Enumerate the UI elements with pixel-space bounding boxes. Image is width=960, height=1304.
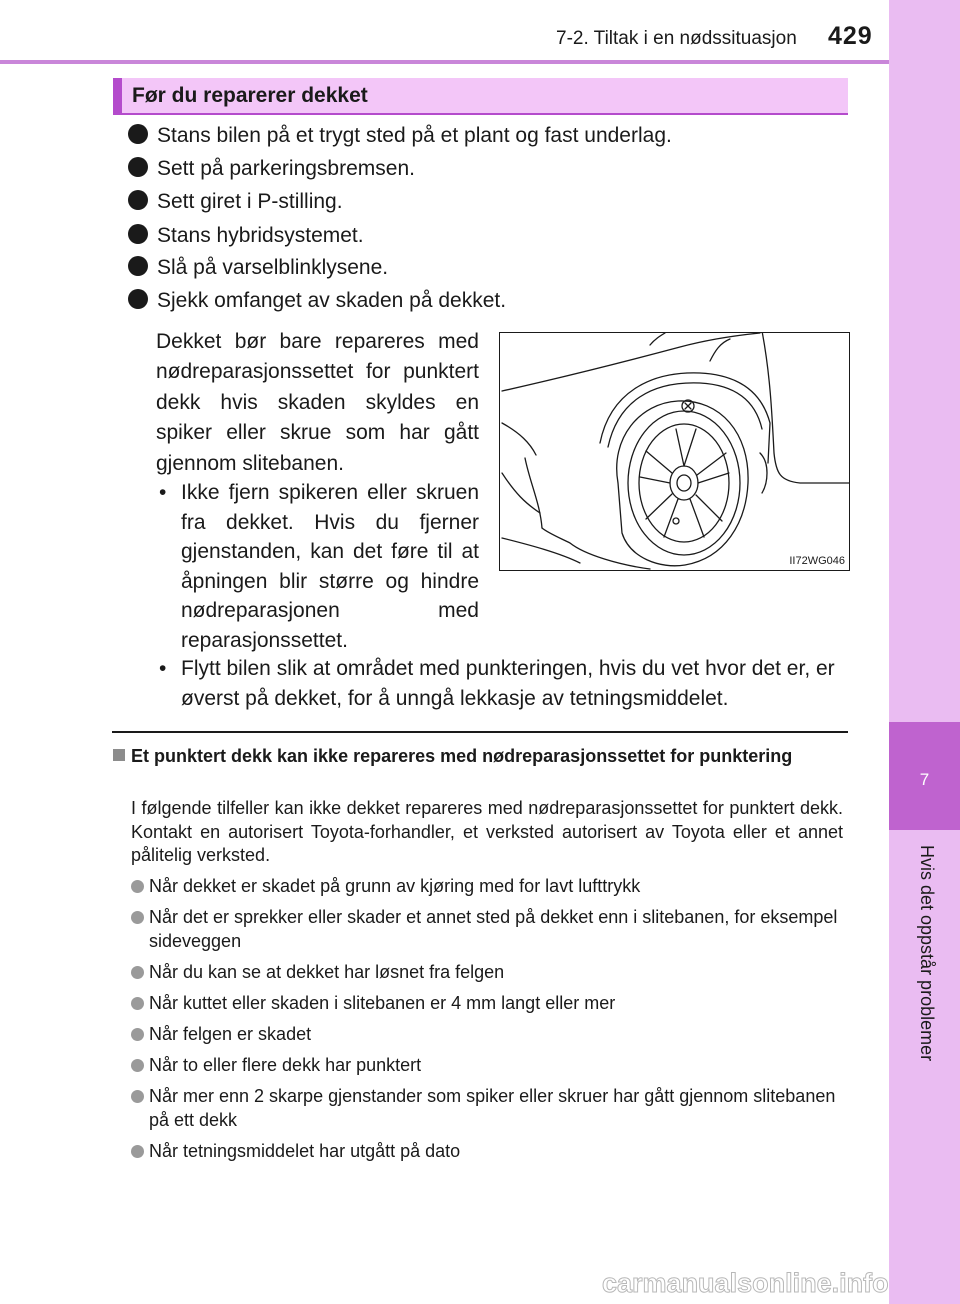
bullet-dot-icon [128, 289, 148, 309]
note-item: Når dekket er skadet på grunn av kjøring med for lavt lufttrykk [131, 875, 851, 899]
note-item: Når kuttet eller skaden i slitebanen er 4 mm langt eller mer [131, 992, 851, 1016]
bullet-dot-icon [128, 124, 148, 144]
gray-bullet-icon [131, 1028, 144, 1041]
gray-bullet-icon [131, 1145, 144, 1158]
gray-bullet-icon [131, 997, 144, 1010]
gray-bullet-icon [131, 1090, 144, 1103]
bullet-item: Sjekk omfanget av skaden på dekket. [128, 289, 506, 313]
bullet-item: Slå på varselblinklysene. [128, 256, 388, 280]
note-title: Et punktert dekk kan ikke repareres med nødreparasjonssettet for punktering [113, 744, 853, 768]
damage-paragraph: Dekket bør bare repareres med nødreparasjonssettet for punktert dekk hvis skaden skyldes en spiker eller skrue som har gått gjennom slitebanen. [156, 330, 479, 475]
bullet-item: Sett på parkeringsbremsen. [128, 157, 415, 181]
watermark [600, 1262, 950, 1302]
banner-underline [113, 113, 848, 115]
gray-bullet-icon [131, 1059, 144, 1072]
gray-bullet-icon [131, 966, 144, 979]
page-number: 429 [828, 22, 873, 50]
section-divider [112, 731, 848, 733]
note-item: Når det er sprekker eller skader et annet sted på dekket enn i slitebanen, for eksempel sideveggen [131, 906, 851, 953]
note-body: I følgende tilfeller kan ikke dekket repareres med nødreparasjonssettet for punktert dekk. Kontakt en autorisert Toyota-forhandler, et verksted autorisert av Toyota eller et annet pålitelig verksted. [131, 798, 843, 866]
square-bullet-icon [113, 749, 125, 761]
bullet-dot-icon [128, 256, 148, 276]
note-item: Når mer enn 2 skarpe gjenstander som spiker eller skruer har gått gjennom slitebanen på ett dekk [131, 1085, 851, 1132]
sub-bullet-item: • Ikke fjern spikeren eller skruen fra dekket. Hvis du fjerner gjenstanden, kan det føre til at åpningen blir større og hindre nødreparasjonen med reparasjonssettet. [156, 478, 479, 655]
bullet-dot-icon [128, 190, 148, 210]
sub-bullet-dot-icon: • [159, 657, 167, 680]
bullet-item: Stans bilen på et trygt sted på et plant og fast underlag. [128, 124, 672, 148]
note-item: Når to eller flere dekk har punktert [131, 1054, 851, 1078]
sub-bullet-dot-icon: • [159, 481, 167, 504]
gray-bullet-icon [131, 880, 144, 893]
banner-title: Før du reparerer dekket [132, 84, 368, 107]
note-item: Når du kan se at dekket har løsnet fra felgen [131, 961, 851, 985]
bullet-dot-icon [128, 157, 148, 177]
banner-accent [113, 78, 122, 114]
header-rule [0, 60, 889, 64]
bullet-item: Sett giret i P-stilling. [128, 190, 343, 214]
flat-tire-drawing [500, 333, 849, 570]
section-title: 7-2. Tiltak i en nødssituasjon [556, 28, 797, 49]
note-item: Når felgen er skadet [131, 1023, 851, 1047]
chapter-title: Hvis det oppstår problemer [917, 845, 937, 1062]
side-column [889, 0, 960, 1304]
sub-bullet-item: • Flytt bilen slik at området med punkteringen, hvis du vet hvor det er, er øverst på dekket, for å unngå lekkasje av tetningsmiddelet. [156, 654, 846, 714]
bullet-dot-icon [128, 224, 148, 244]
gray-bullet-icon [131, 911, 144, 924]
tire-illustration [499, 332, 850, 571]
figure-id: II72WG046 [789, 555, 845, 567]
note-item: Når tetningsmiddelet har utgått på dato [131, 1140, 851, 1164]
chapter-number: 7 [919, 770, 930, 789]
watermark-text: carmanualsonline.info [602, 1268, 889, 1298]
bullet-item: Stans hybridsystemet. [128, 224, 364, 248]
